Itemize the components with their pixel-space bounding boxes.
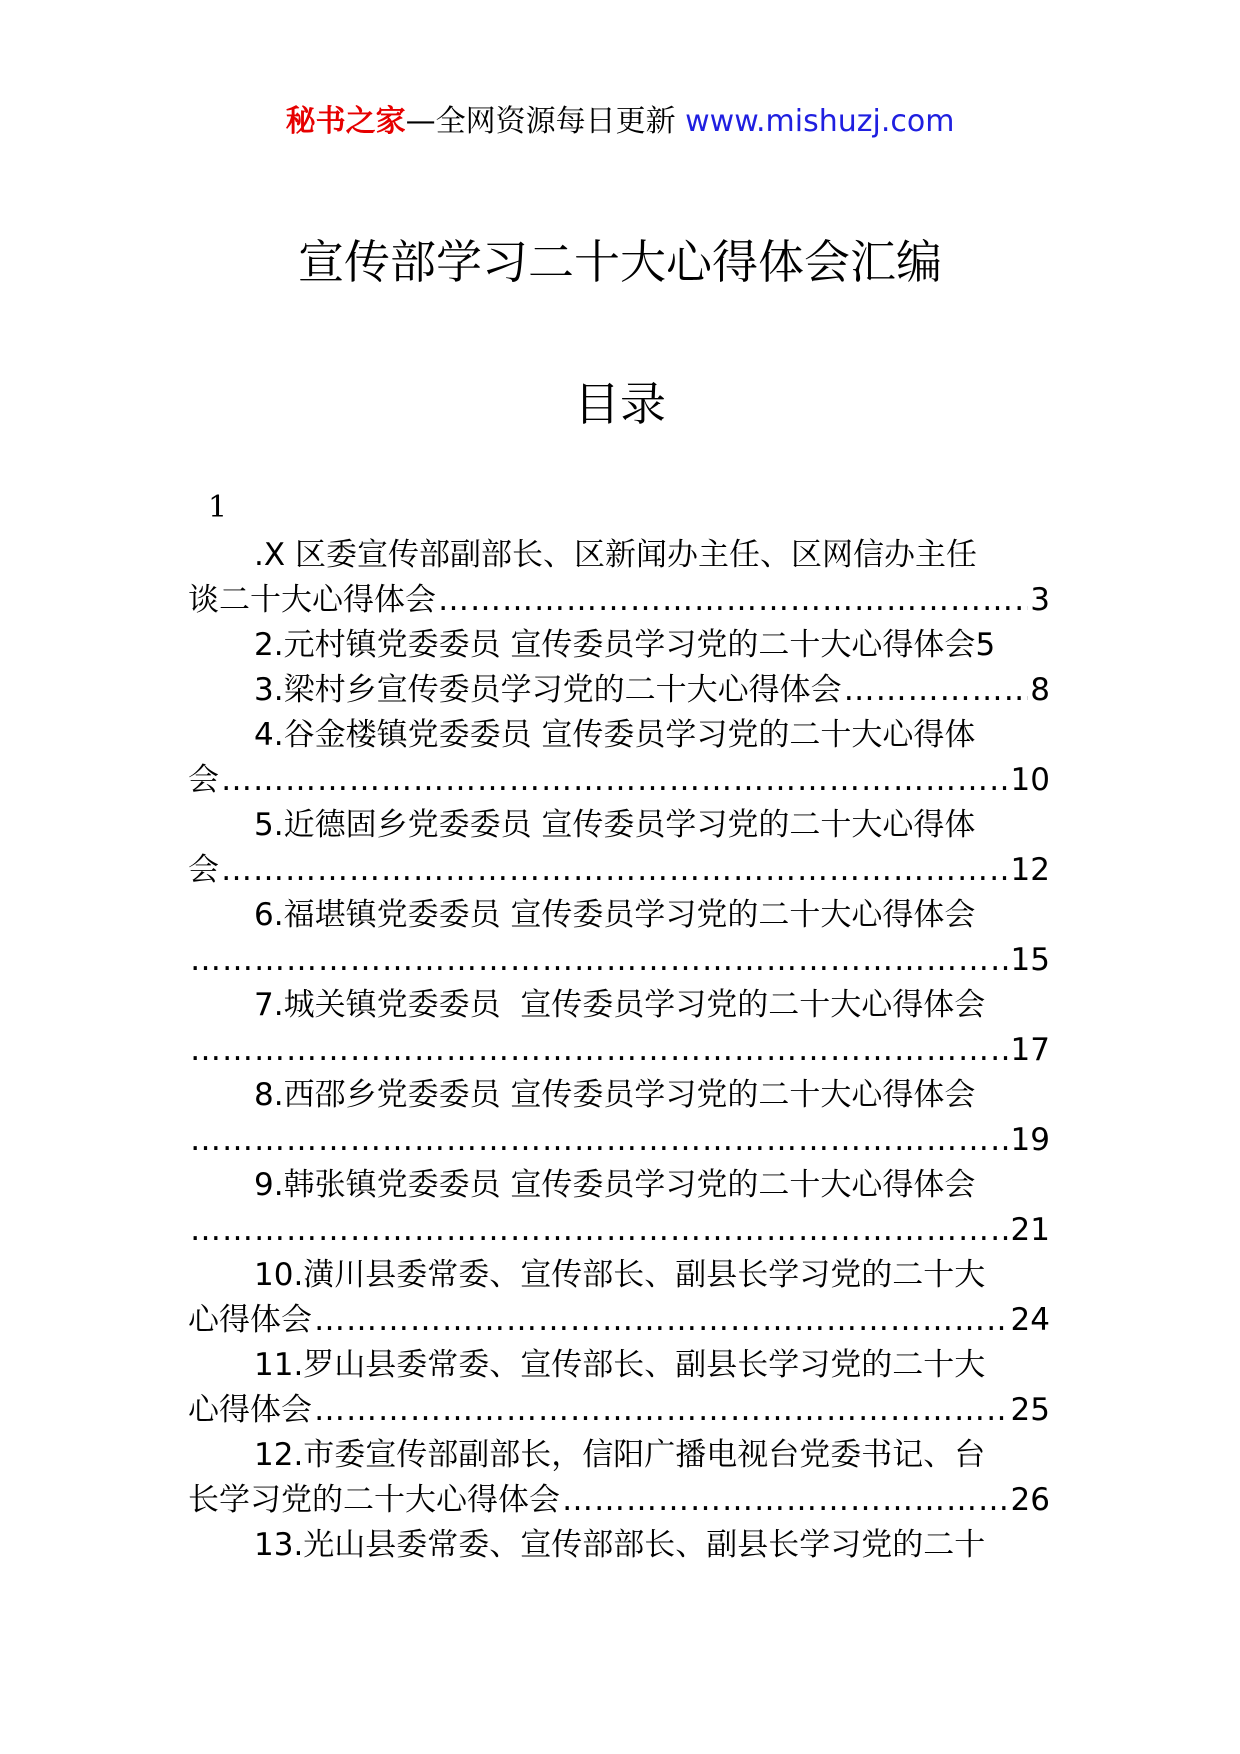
- toc-page-number: 19: [1010, 1122, 1050, 1158]
- toc-entry-text: 会: [188, 852, 219, 888]
- toc-entry-text: 13.光山县委常委、宣传部部长、副县长学习党的二十: [254, 1527, 986, 1563]
- toc-entry-text: 11.罗山县委常委、宣传部长、副县长学习党的二十大: [254, 1347, 986, 1383]
- toc-entry-12[interactable]: [188, 1433, 1050, 1478]
- toc-page-number: 15: [1010, 942, 1050, 978]
- toc-page-number: 5: [975, 627, 996, 663]
- site-url-link[interactable]: www.mishuzj.com: [685, 104, 955, 139]
- dot-leader: [190, 1028, 1009, 1073]
- page-number-marker: 1: [208, 490, 228, 525]
- toc-entry-text: 10.潢川县委常委、宣传部长、副县长学习党的二十大: [254, 1257, 986, 1293]
- toc-entry-10-cont[interactable]: [188, 1298, 1050, 1343]
- toc-entry-text: 2.元村镇党委委员 宣传委员学习党的二十大心得体会: [254, 627, 976, 663]
- toc-entry-9-cont[interactable]: [188, 1208, 1050, 1253]
- toc-entry-text: 4.谷金楼镇党委委员 宣传委员学习党的二十大心得体: [254, 717, 976, 753]
- toc-entry-8[interactable]: [188, 1073, 1050, 1118]
- toc-entry-text: 谈二十大心得体会: [188, 582, 436, 618]
- dot-leader: [221, 758, 1009, 803]
- toc-entry-11-cont[interactable]: [188, 1388, 1050, 1433]
- dot-leader: [314, 1388, 1009, 1433]
- toc-page-number: 10: [1010, 762, 1050, 798]
- toc-entry-1-cont[interactable]: [188, 578, 1050, 623]
- toc-entry-9[interactable]: [188, 1163, 1050, 1208]
- toc-entry-text: 心得体会: [188, 1302, 312, 1338]
- toc-page-number: 12: [1010, 852, 1050, 888]
- toc-entry-2[interactable]: [188, 623, 1050, 668]
- toc-entry-4-cont[interactable]: [188, 758, 1050, 803]
- brand-name: 秘书之家: [285, 104, 406, 139]
- site-header: [0, 102, 1240, 142]
- dot-leader: [844, 668, 1029, 713]
- dot-leader: [438, 578, 1028, 623]
- toc-page-number: 17: [1010, 1032, 1050, 1068]
- dot-leader: [562, 1478, 1009, 1523]
- toc-entry-12-cont[interactable]: [188, 1478, 1050, 1523]
- toc-entry-4[interactable]: [188, 713, 1050, 758]
- toc-entry-text: 5.近德固乡党委委员 宣传委员学习党的二十大心得体: [254, 807, 976, 843]
- toc-entry-5-cont[interactable]: [188, 848, 1050, 893]
- toc-entry-text: 6.福堪镇党委委员 宣传委员学习党的二十大心得体会: [254, 897, 976, 933]
- toc-entry-text: 9.韩张镇党委委员 宣传委员学习党的二十大心得体会: [254, 1167, 976, 1203]
- document-title: 宣传部学习二十大心得体会汇编: [298, 235, 942, 289]
- toc-entry-6-cont[interactable]: [188, 938, 1050, 983]
- toc-entry-7-cont[interactable]: [188, 1028, 1050, 1073]
- toc-entry-5[interactable]: [188, 803, 1050, 848]
- toc-entry-3[interactable]: [188, 668, 1050, 713]
- dot-leader: [190, 938, 1009, 983]
- dot-leader: [221, 848, 1009, 893]
- dot-leader: [190, 1208, 1009, 1253]
- toc-page-number: 21: [1010, 1212, 1050, 1248]
- toc-page-number: 8: [1030, 672, 1050, 708]
- toc-entry-8-cont[interactable]: [188, 1118, 1050, 1163]
- dot-leader: [314, 1298, 1009, 1343]
- toc-page-number: 3: [1030, 582, 1050, 618]
- toc-entry-10[interactable]: [188, 1253, 1050, 1298]
- dot-leader: [190, 1118, 1009, 1163]
- toc-entry-text: 会: [188, 762, 219, 798]
- toc-entry-text: 7.城关镇党委委员 宣传委员学习党的二十大心得体会: [254, 987, 986, 1023]
- toc-entry-text: 长学习党的二十大心得体会: [188, 1482, 560, 1518]
- toc-entry-6[interactable]: [188, 893, 1050, 938]
- toc-page-number: 26: [1010, 1482, 1050, 1518]
- table-of-contents: [188, 533, 1050, 1568]
- toc-page-number: 24: [1010, 1302, 1050, 1338]
- toc-entry-13[interactable]: [188, 1523, 1050, 1568]
- toc-entry-text: .X 区委宣传部副部长、区新闻办主任、区网信办主任: [254, 537, 977, 573]
- toc-entry-text: 8.西邵乡党委委员 宣传委员学习党的二十大心得体会: [254, 1077, 976, 1113]
- toc-entry-11[interactable]: [188, 1343, 1050, 1388]
- toc-heading: 目录: [574, 377, 666, 431]
- toc-page-number: 25: [1010, 1392, 1050, 1428]
- toc-entry-text: 12.市委宣传部副部长，信阳广播电视台党委书记、台: [254, 1437, 986, 1473]
- header-tagline: —全网资源每日更新: [405, 104, 676, 139]
- toc-entry-text: 心得体会: [188, 1392, 312, 1428]
- toc-entry-7[interactable]: [188, 983, 1050, 1028]
- toc-entry-1[interactable]: [188, 533, 1050, 578]
- toc-entry-text: 3.梁村乡宣传委员学习党的二十大心得体会: [254, 672, 842, 708]
